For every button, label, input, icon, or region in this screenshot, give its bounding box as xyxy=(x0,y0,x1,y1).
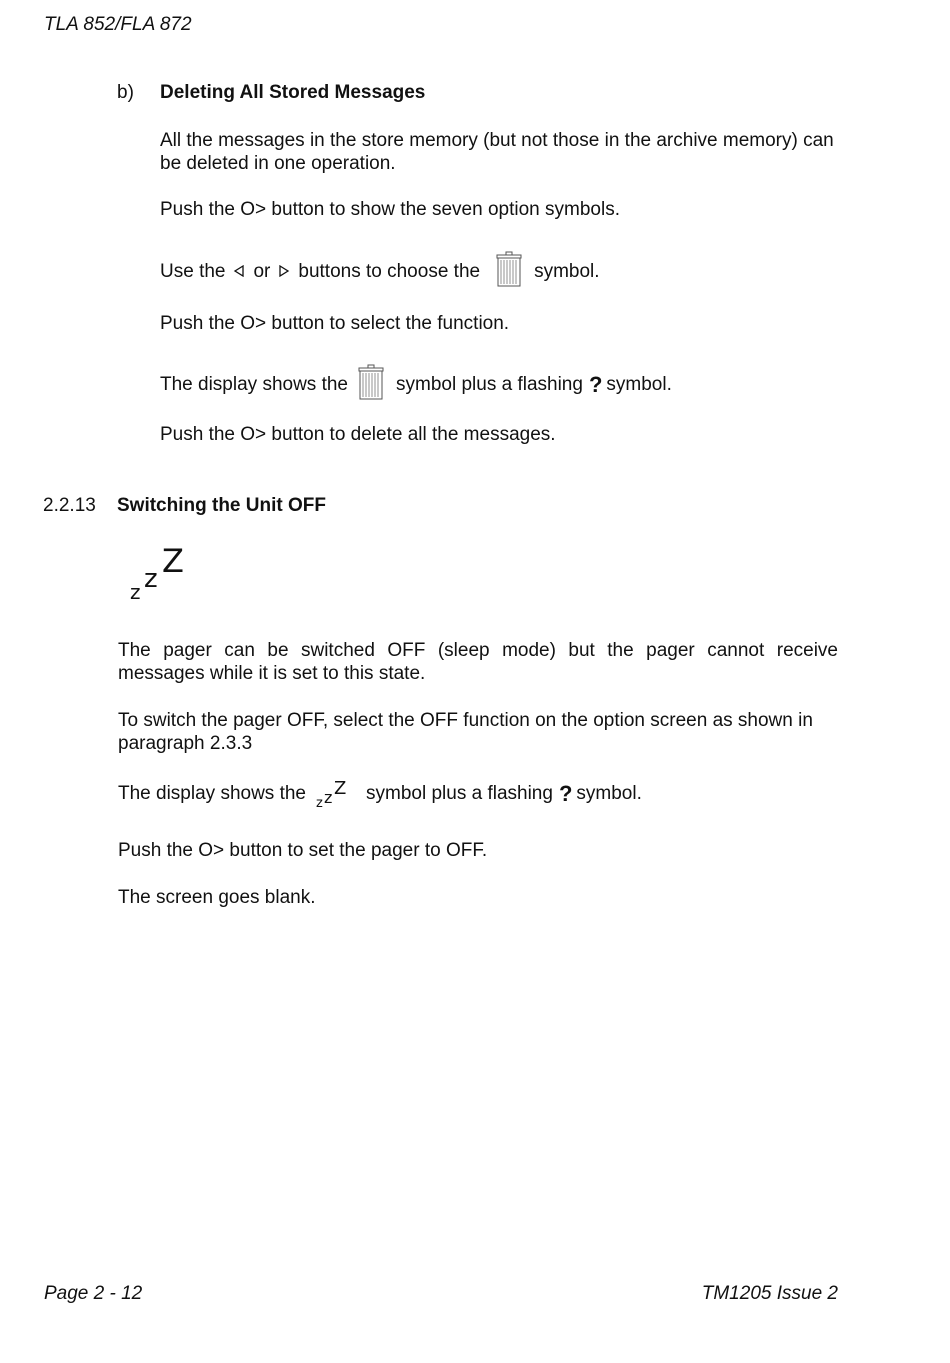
zzz-small: z xyxy=(316,796,323,811)
step-text-mid: symbol plus a flashing xyxy=(396,374,583,395)
trash-bin-icon xyxy=(358,364,384,406)
step-text: Push the O> button to delete all the messages. xyxy=(160,424,556,445)
sleep-mode-paragraph: The pager can be switched OFF (sleep mode) but the pager cannot receive messages while it is set to this state. xyxy=(118,640,838,684)
display-shows-line xyxy=(118,774,642,814)
zzz-large: Z xyxy=(162,542,184,580)
zzz-medium: z xyxy=(144,564,158,594)
running-header: TLA 852/FLA 872 xyxy=(44,14,192,35)
document-reference: TM1205 Issue 2 xyxy=(701,1283,838,1304)
section-title: Switching the Unit OFF xyxy=(117,495,326,516)
subsection-title: Deleting All Stored Messages xyxy=(160,82,426,103)
step-text: Push the O> button to show the seven option symbols. xyxy=(160,199,620,220)
left-arrow-icon xyxy=(233,261,245,283)
question-mark-symbol: ? xyxy=(558,781,573,806)
section-number: 2.2.13 xyxy=(43,495,96,516)
sleep-zzz-small-icon xyxy=(316,776,360,812)
para-text-mid: symbol plus a flashing xyxy=(366,783,553,804)
sleep-zzz-icon xyxy=(128,542,198,606)
step-text-prefix: The display shows the xyxy=(160,374,348,395)
step-choose-symbol xyxy=(160,247,600,297)
para-text-suffix: symbol. xyxy=(576,783,642,804)
step-text-suffix: symbol. xyxy=(534,261,600,282)
switch-off-paragraph: To switch the pager OFF, select the OFF function on the option screen as shown in paragraph 2.3.3 xyxy=(118,710,813,754)
trash-bin-icon xyxy=(496,251,522,293)
zzz-small: z xyxy=(130,580,141,604)
list-marker: b) xyxy=(117,82,134,103)
step-text-or: or xyxy=(253,261,271,282)
step-select-function xyxy=(160,313,509,335)
screen-blank-line xyxy=(118,887,316,909)
para-text-prefix: The display shows the xyxy=(118,783,306,804)
step-delete-all xyxy=(160,424,556,446)
step-show-options xyxy=(160,199,620,221)
para-text: The screen goes blank. xyxy=(118,887,316,908)
intro-paragraph: All the messages in the store memory (but not those in the archive memory) can be deleted in one operation. xyxy=(160,130,834,174)
page-number: Page 2 - 12 xyxy=(44,1283,143,1304)
step-text-prefix: Use the xyxy=(160,261,226,282)
question-mark-symbol: ? xyxy=(588,372,603,397)
para-text: Push the O> button to set the pager to OFF. xyxy=(118,840,488,861)
zzz-medium: z xyxy=(324,788,333,807)
zzz-large: Z xyxy=(334,778,347,799)
set-off-line xyxy=(118,840,487,862)
step-display-shows xyxy=(160,360,672,410)
step-text: Push the O> button to select the function. xyxy=(160,313,510,334)
step-text-mid: buttons to choose the xyxy=(298,261,481,282)
step-text-suffix: symbol. xyxy=(606,374,672,395)
right-arrow-icon xyxy=(278,261,290,283)
